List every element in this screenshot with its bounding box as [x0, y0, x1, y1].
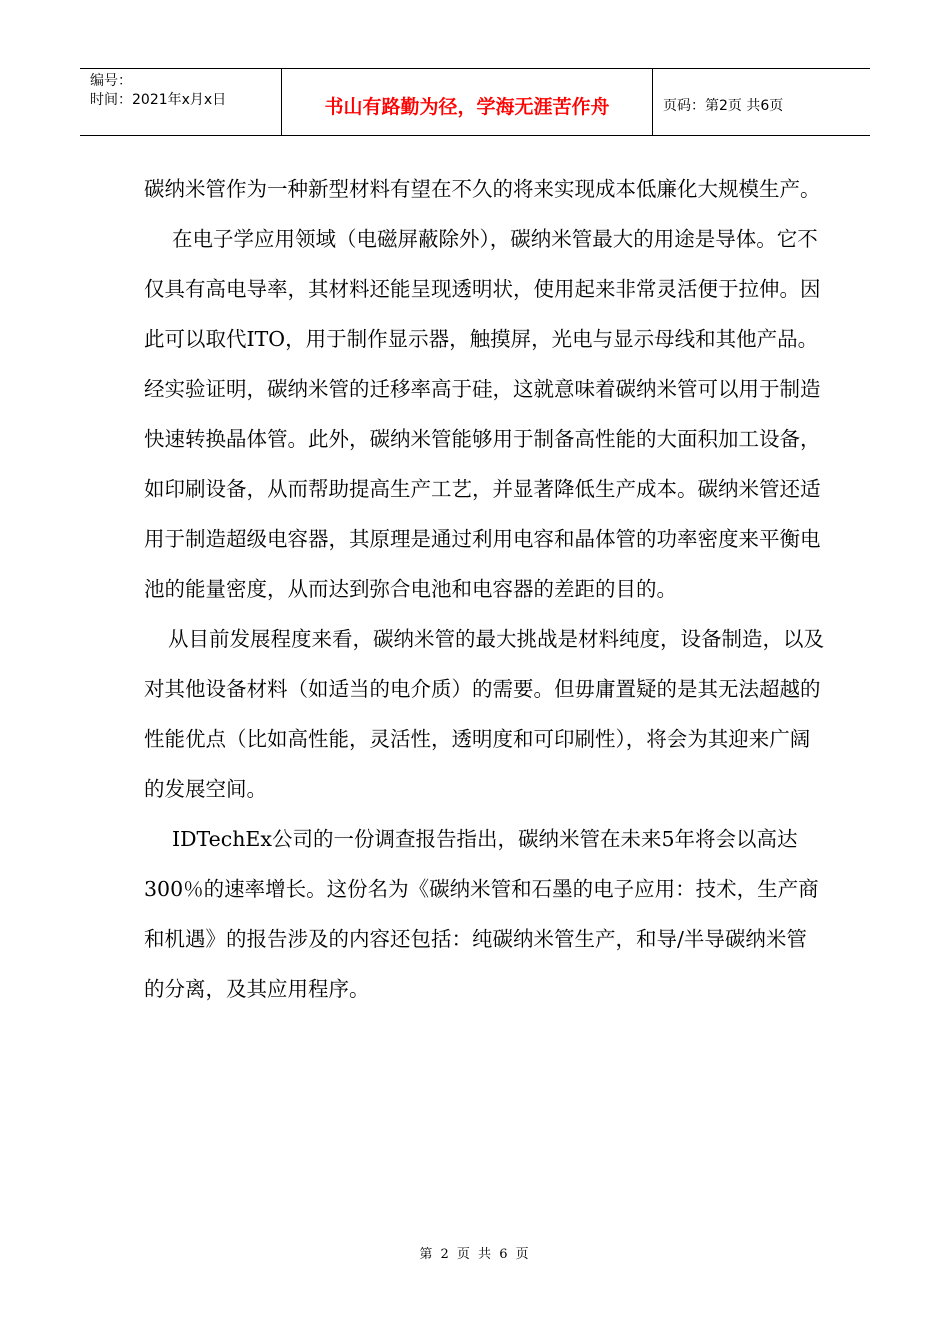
header-motto-cell: [282, 69, 653, 135]
page-header: [80, 68, 870, 136]
document-number-label: 编号：: [90, 73, 132, 89]
document-body: [144, 164, 824, 1014]
paragraph: 在电子学应用领域（电磁屏蔽除外），碳纳米管最大的用途是导体。它不仅具有高电导率，其材料还能呈现透明状，使用起来非常灵活便于拉伸。因此可以取代ITO，用于制作显示器，触摸屏，光电与显示母线和其他产品。经实验证明，碳纳米管的迁移率高于硅，这就意味着碳纳米管可以用于制造快速转换晶体管。此外，碳纳米管能够用于制备高性能的大面积加工设备，如印刷设备，从而帮助提高生产工艺，并显著降低生产成本。碳纳米管还适用于制造超级电容器，其原理是通过利用电容和晶体管的功率密度来平衡电池的能量密度，从而达到弥合电池和电容器的差距的目的。: [144, 227, 821, 601]
footer-page-number: 第 2 页 共 6 页: [419, 1247, 531, 1262]
header-page-cell: [653, 69, 870, 135]
header-page-info: 页码：第2页 共6页: [663, 98, 784, 114]
header-motto: 书山有路勤为径，学海无涯苦作舟: [324, 95, 610, 118]
paragraph: 碳纳米管作为一种新型材料有望在不久的将来实现成本低廉化大规模生产。: [144, 177, 821, 201]
paragraph: 从目前发展程度来看，碳纳米管的最大挑战是材料纯度，设备制造，以及对其他设备材料（如适当的电介质）的需要。但毋庸置疑的是其无法超越的性能优点（比如高性能，灵活性，透明度和可印刷性），将会为其迎来广阔的发展空间。: [144, 627, 824, 801]
paragraph: IDTechEx公司的一份调查报告指出，碳纳米管在未来5年将会以高达300％的速率增长。这份名为《碳纳米管和石墨的电子应用：技术，生产商和机遇》的报告涉及的内容还包括：纯碳纳米管生产，和导/半导碳纳米管的分离，及其应用程序。: [144, 827, 819, 1001]
document-date-label: 时间：2021年x月x日: [90, 92, 227, 108]
page-footer: [0, 1243, 950, 1262]
header-meta-cell: [80, 69, 282, 135]
